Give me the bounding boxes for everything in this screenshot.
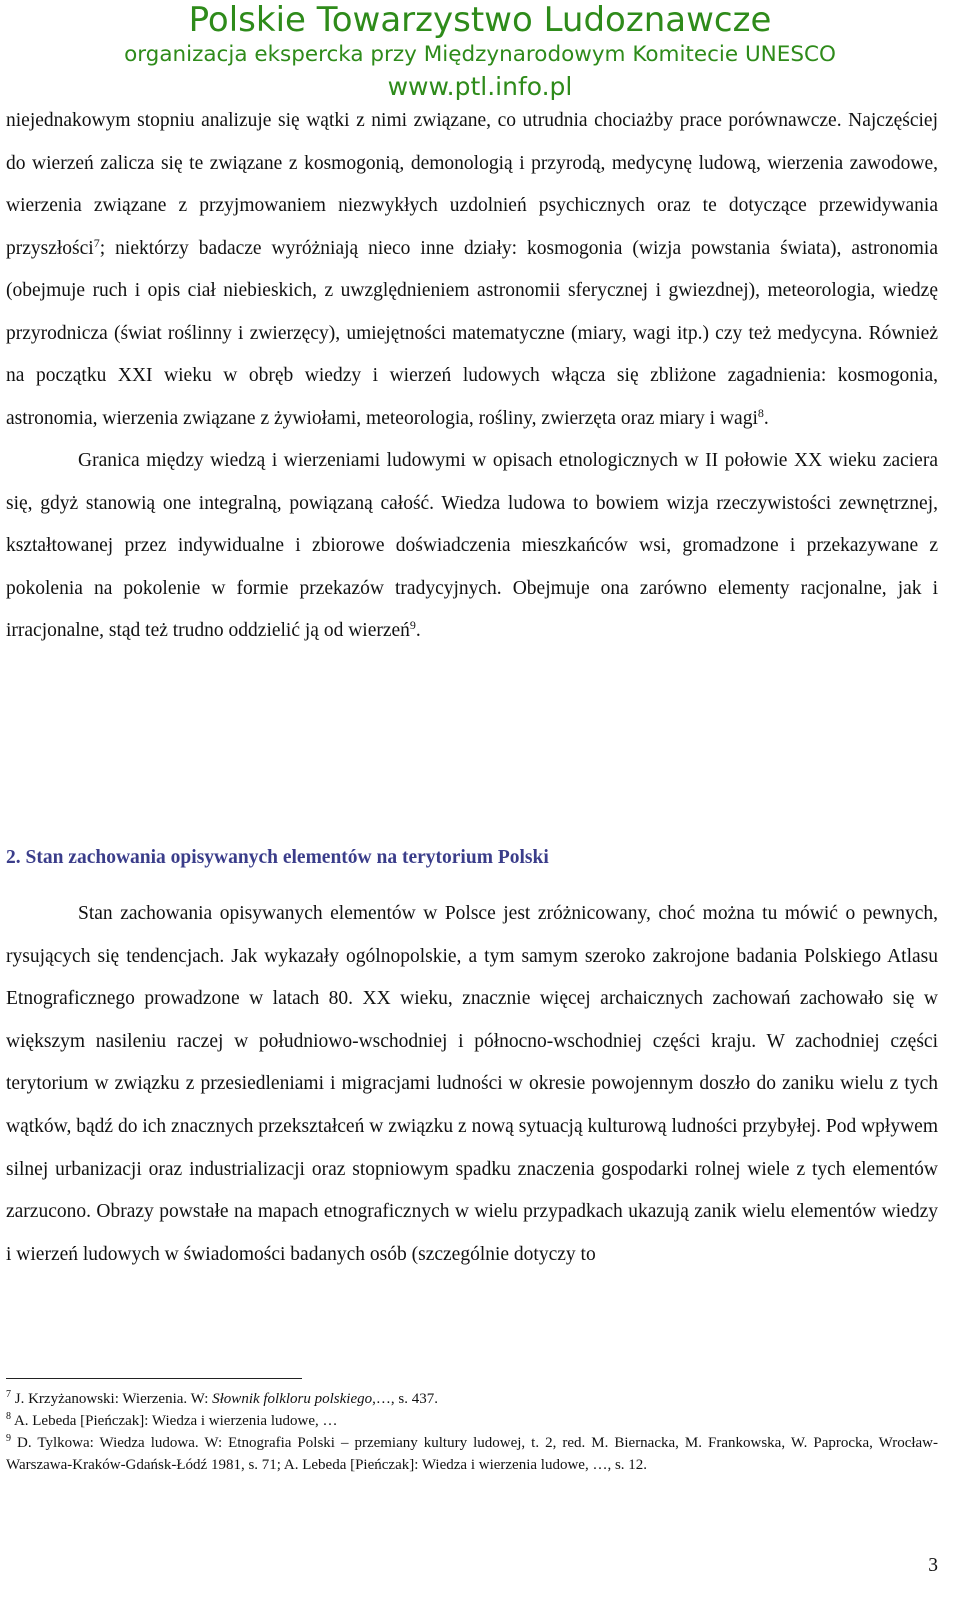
- paragraph-1-text-b: ; niektórzy badacze wyróżniają nieco inne działy: kosmogonia (wizja powstania świata), astronomia (obejmuje ruch i opis ciał niebieskich, z uwzględnieniem astronomii sferycznej i gwiezdnej), meteorologia, wiedzę przyrodnicza (świat roślinny i zwierzęcy), umiejętności matematyczne (miary, wagi itp.) czy też medycyna. Również na początku XXI wieku w obręb wiedzy i wierzeń ludowych włącza się zbliżone zagadnienia: kosmogonia, astronomia, wierzenia związane z żywiołami, meteorologia, rośliny, zwierzęta oraz miary i wagi: [6, 237, 938, 429]
- section-heading: 2. Stan zachowania opisywanych elementów na terytorium Polski: [6, 847, 549, 868]
- page-number: 3: [928, 1555, 938, 1576]
- footnote-divider: [6, 1378, 302, 1379]
- paragraph-2-text-a: Granica między wiedzą i wierzeniami ludowymi w opisach etnologicznych w II połowie XX wieku zaciera się, gdyż stanowią one integralną, powiązaną całość. Wiedza ludowa to bowiem wizja rzeczywistości zewnętrznej, kształtowanej przez indywidualne i zbiorowe doświadczenia mieszkańców wsi, gromadzone i przekazywane z pokolenia na pokolenie w formie przekazów tradycyjnych. Obejmuje ona zarówno elementy racjonalne, jak i irracjonalne, stąd też trudno oddzielić ją od wierzeń: [6, 450, 938, 641]
- paragraph-2: [6, 440, 938, 653]
- footnote-text: D. Tylkowa: Wiedza ludowa. W: Etnografia Polski – przemiany kultury ludowej, t. 2, red. M. Biernacka, M. Frankowska, W. Paprocka, Wrocław-Warszawa-Kraków-Gdańsk-Łódź 1981, s. 71; A. Lebeda [Pieńczak]: Wiedza i wierzenia ludowe, …, s. 12.: [6, 1435, 939, 1473]
- paragraph-2-text-b: .: [415, 620, 421, 641]
- header-subtitle: organizacja ekspercka przy Międzynarodowym Komitecie UNESCO: [124, 42, 836, 67]
- footnote-text-end: ,…, s. 437.: [372, 1391, 438, 1407]
- footnote-number: 7: [6, 1389, 11, 1400]
- paragraph-1-text-c: .: [763, 407, 769, 429]
- header-url[interactable]: www.ptl.info.pl: [387, 72, 573, 101]
- footnote-ref-8[interactable]: 8: [757, 405, 764, 420]
- body-text-top: [6, 100, 938, 653]
- paragraph-1: [6, 100, 938, 440]
- footnote-ref-9[interactable]: 9: [409, 618, 416, 632]
- header-title: Polskie Towarzystwo Ludoznawcze: [188, 0, 772, 40]
- footnote-italic-title: Słownik folkloru polskiego: [212, 1391, 373, 1407]
- footnote-9: [6, 1432, 938, 1476]
- footnote-ref-7[interactable]: 7: [93, 235, 100, 250]
- footnote-text: J. Krzyżanowski: Wierzenia. W:: [14, 1391, 213, 1407]
- footnotes: [6, 1388, 938, 1476]
- body-text-bottom: [6, 893, 938, 1276]
- footnote-text: A. Lebeda [Pieńczak]: Wiedza i wierzenia ludowe, …: [13, 1413, 338, 1429]
- footnote-7: [6, 1388, 938, 1410]
- footnote-number: 9: [6, 1433, 11, 1444]
- footnote-8: [6, 1410, 938, 1432]
- paragraph-3: Stan zachowania opisywanych elementów w Polsce jest zróżnicowany, choć można tu mówić o pewnych, rysujących się tendencjach. Jak wykazały ogólnopolskie, a tym samym szeroko zakrojone badania Polskiego Atlasu Etnograficznego prowadzone w latach 80. XX wieku, znacznie więcej archaicznych zachowań zachowało się w większym nasileniu raczej w południowo-wschodniej i północno-wschodniej części kraju. W zachodniej części terytorium w związku z przesiedleniami i migracjami ludności w okresie powojennym doszło do zaniku wielu z tych wątków, bądź do ich znacznych przekształceń w związku z nową sytuacją kulturową ludności przybyłej. Pod wpływem silnej urbanizacji oraz industrializacji oraz stopniowym spadku znaczenia gospodarki rolnej wiele z tych elementów zarzucono. Obrazy powstałe na mapach etnograficznych w wielu przypadkach ukazują zanik wielu elementów wiedzy i wierzeń ludowych w świadomości badanych osób (szczególnie dotyczy to: [6, 903, 938, 1265]
- paragraph-1-text-a: niejednakowym stopniu analizuje się wątki z nimi związane, co utrudnia chociażby prace porównawcze. Najczęściej do wierzeń zalicza się te związane z kosmogonią, demonologią i przyrodą, medycynę ludową, wierzenia zawodowe, wierzenia związane z przyjmowaniem niezwykłych uzdolnień psychicznych oraz te dotyczące przewidywania przyszłości: [6, 110, 938, 259]
- footnote-number: 8: [6, 1411, 11, 1422]
